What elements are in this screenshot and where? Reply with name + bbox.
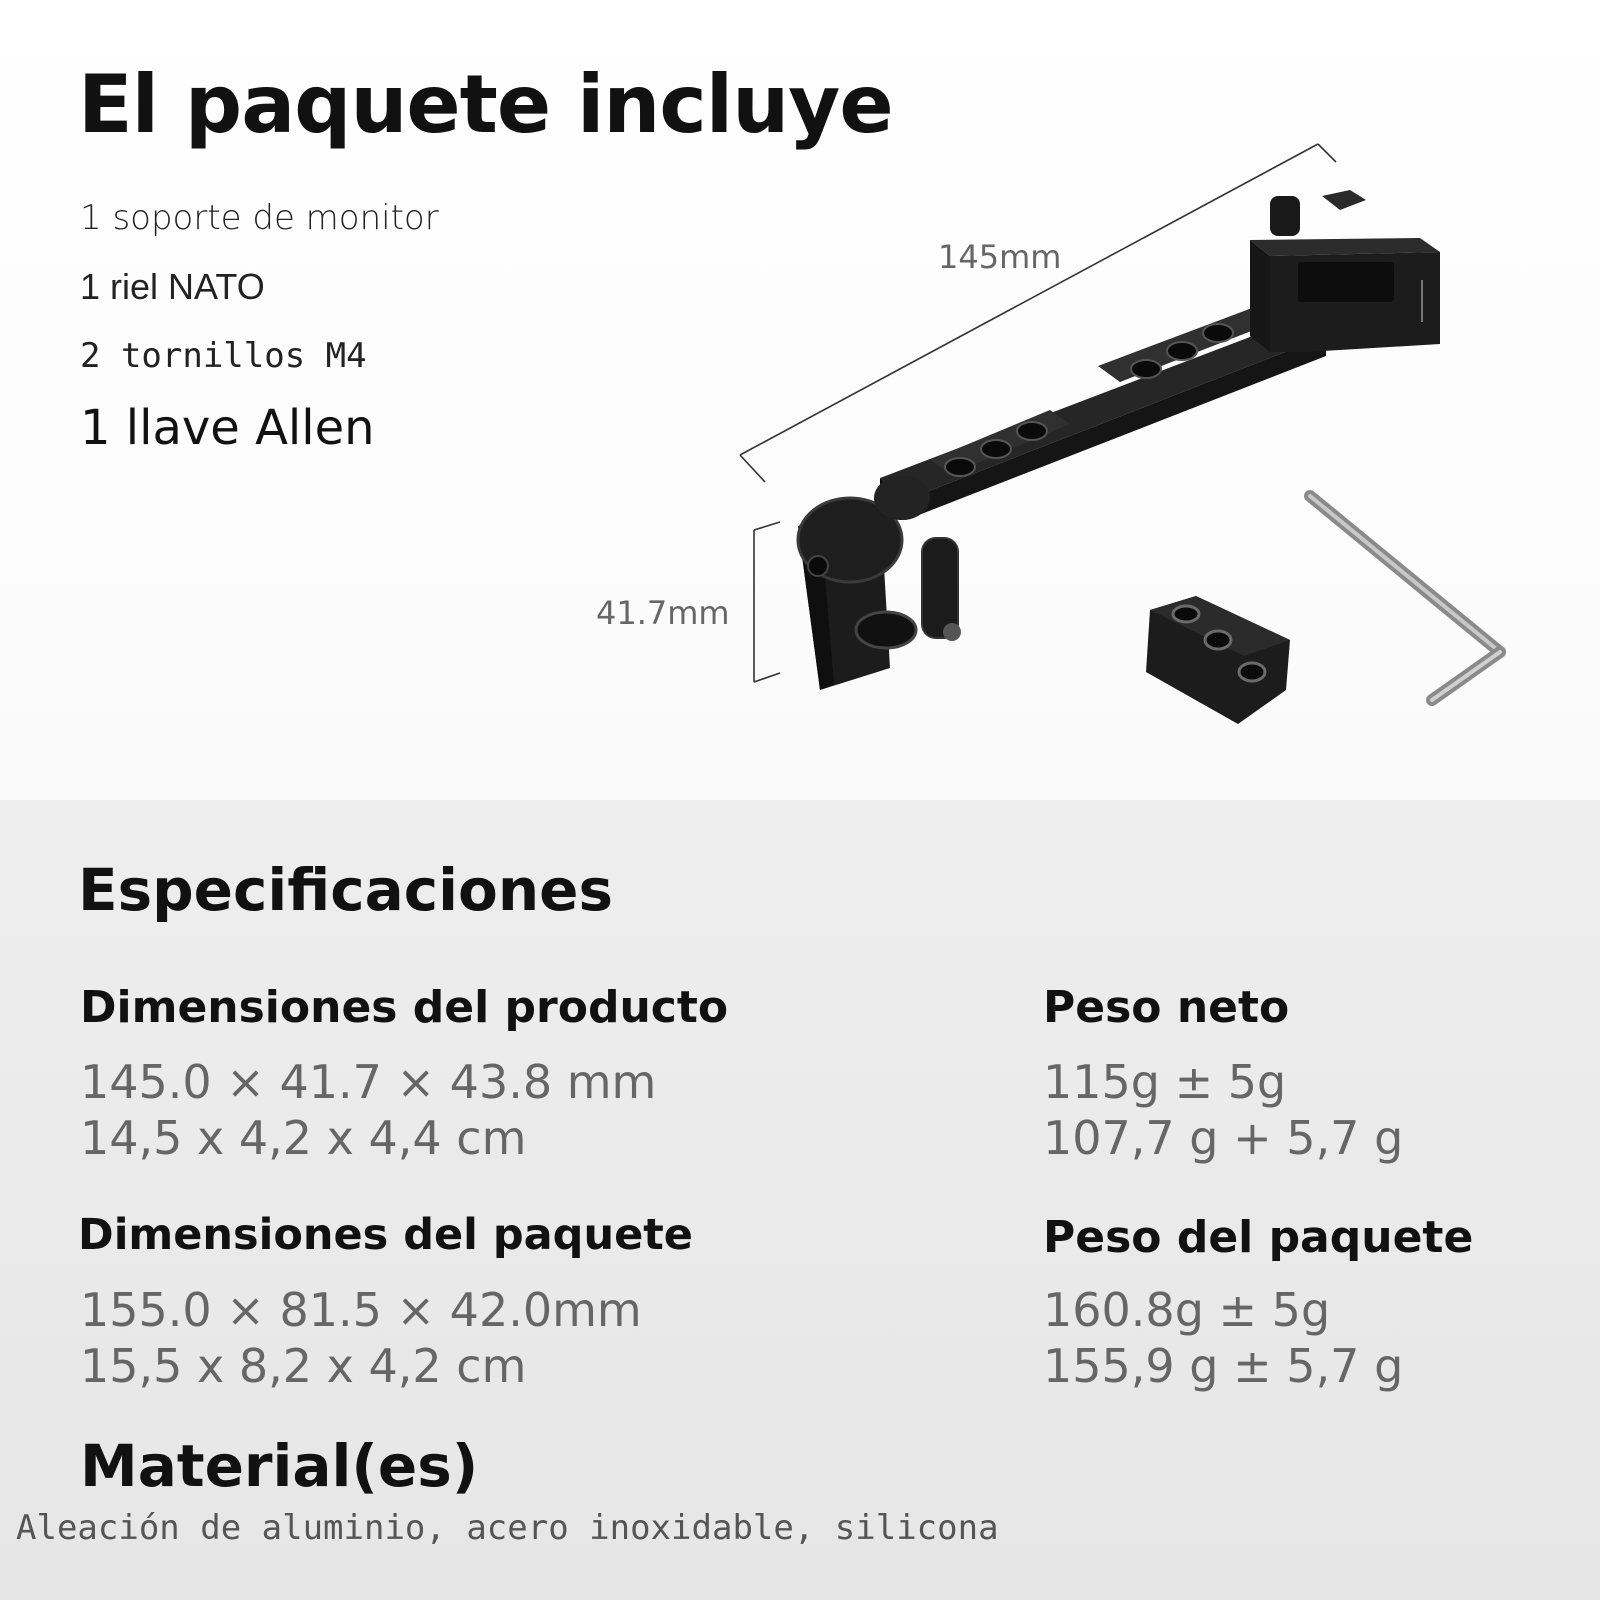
package-item-allen-key: 1 llave Allen — [80, 400, 375, 456]
nato-rail — [1146, 596, 1290, 724]
net-weight-label: Peso neto — [1043, 982, 1290, 1033]
product-dimensions-cm: 14,5 x 4,2 x 4,4 cm — [80, 1111, 527, 1165]
package-item-screws: 2 tornillos M4 — [80, 336, 367, 376]
package-weight-value-1: 160.8g ± 5g — [1043, 1283, 1331, 1337]
height-dimension-line — [754, 522, 780, 682]
package-dimensions-cm: 15,5 x 8,2 x 4,2 cm — [80, 1339, 527, 1393]
package-dimensions-label: Dimensiones del paquete — [78, 1210, 693, 1260]
materials-title: Material(es) — [80, 1432, 479, 1500]
package-weight-label: Peso del paquete — [1043, 1212, 1474, 1263]
package-dimensions-mm: 155.0 × 81.5 × 42.0mm — [80, 1283, 642, 1337]
product-illustration — [560, 120, 1560, 760]
package-title: El paquete incluye — [78, 58, 893, 151]
package-item-monitor-mount: 1 soporte de monitor — [80, 198, 439, 238]
length-dimension-label: 145mm — [938, 238, 1062, 276]
net-weight-value-2: 107,7 g + 5,7 g — [1043, 1111, 1404, 1165]
specifications-title: Especificaciones — [78, 856, 614, 924]
net-weight-value-1: 115g ± 5g — [1043, 1055, 1287, 1109]
product-dimensions-mm: 145.0 × 41.7 × 43.8 mm — [80, 1055, 657, 1109]
height-dimension-label: 41.7mm — [596, 594, 730, 632]
product-dimensions-label: Dimensiones del producto — [80, 982, 729, 1033]
materials-text: Aleación de aluminio, acero inoxidable, silicona — [16, 1508, 999, 1548]
package-weight-value-2: 155,9 g ± 5,7 g — [1043, 1339, 1404, 1393]
package-item-nato-rail: 1 riel NATO — [80, 266, 265, 307]
monitor-mount — [798, 190, 1440, 690]
allen-key — [1310, 496, 1500, 700]
